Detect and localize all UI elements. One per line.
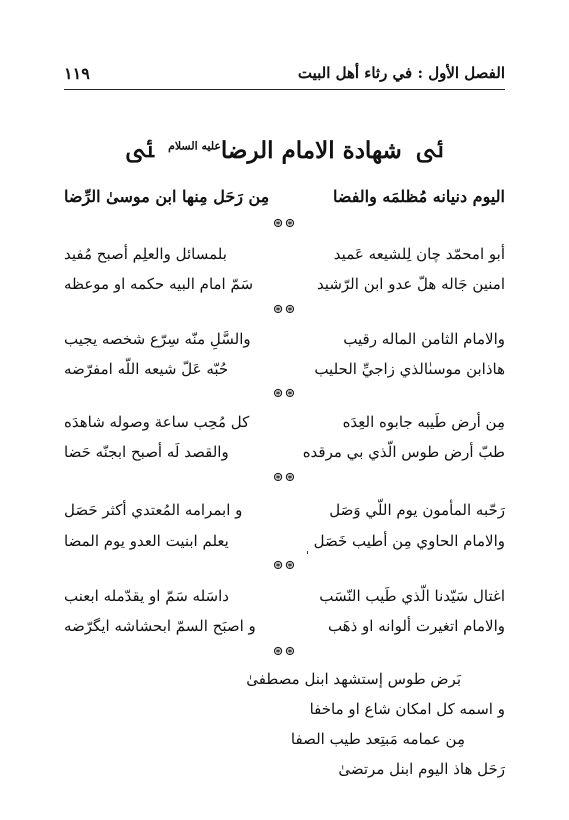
verse-line-3 xyxy=(64,270,505,298)
stanza-separator: ⊛⊛ xyxy=(272,386,297,401)
hemistich-left: كل مُحِب ساعة وصوله شاهدَه xyxy=(64,413,250,431)
hemistich-right: اغتال سَيّدنا الّذي طَيب النّسَب xyxy=(319,587,505,605)
verse-line-7 xyxy=(64,438,505,466)
verse-line-8 xyxy=(64,496,505,524)
stanza-separator: ⊛⊛ xyxy=(272,470,297,485)
hemistich-right: والامام الثامن الماله رقيب xyxy=(343,330,505,348)
stanza-separator: ⊛⊛ xyxy=(272,558,297,573)
verse-line-5 xyxy=(64,355,505,383)
stanza-separator: ⊛⊛ xyxy=(272,302,297,317)
poem-title xyxy=(168,137,402,164)
poem-title-row xyxy=(0,130,569,170)
hemistich-right: اليوم دنيانه مُظلمَه والفضا xyxy=(332,186,505,206)
hemistich-left: و اصبَح السمّ ابحشاشه ايگرّضه xyxy=(64,617,256,635)
poem-title-text: شهادة الامام الرضا xyxy=(220,136,402,164)
verse-line-9 xyxy=(64,527,505,555)
hemistich-right: أبو امحمّد چان لِلشيعه عَميد xyxy=(333,245,505,263)
hemistich-right: امنين جَاله هلّ عدو ابن الرّشيد xyxy=(316,275,505,293)
closing-line-3: مِن عمامه مَبتِعد طيب الصفا xyxy=(290,730,465,748)
verse-line-10 xyxy=(64,582,505,610)
verse-line-2 xyxy=(64,240,505,268)
page-number: ١١٩ xyxy=(64,63,90,83)
hemistich-right: والامام اتغيرت ألوانه او ذهَب xyxy=(327,617,505,635)
hemistich-left: داسَله سَمّ او يقدّمله ابعنب xyxy=(64,587,229,605)
stanza-separator: ⊛⊛ xyxy=(272,216,297,231)
hemistich-left: والسَّلِ منّه سِرّع شخصه يجيب xyxy=(64,330,251,348)
verse-line-11 xyxy=(64,612,505,640)
closing-line-4: رَحَل هاذ اليوم ابنل مرتضىٰ xyxy=(338,760,505,778)
verse-line-6 xyxy=(64,408,505,436)
stanza-separator: ⊛⊛ xyxy=(272,644,297,659)
honorific-mark: عليه السلام xyxy=(168,138,221,152)
stray-mark: ' xyxy=(306,549,310,562)
hemistich-right: رَحّبه المأمون يوم اللّي وَصَل xyxy=(329,501,505,519)
hemistich-right: طبّ أرض طوس الّذي بي مرقده xyxy=(302,443,505,461)
hemistich-left: سَمّ امام البيه حكمه او موعظه xyxy=(64,275,254,293)
hemistich-left: و ابمرامه المُعتدي أكثر حَصَل xyxy=(64,501,243,519)
hemistich-right: هاذابن موسىٰالذي زاجيِّ الحليب xyxy=(314,360,505,378)
hemistich-left: مِن رَحَل مِنها ابن موسىٰ الرِّضا xyxy=(64,186,270,206)
running-header xyxy=(64,60,505,90)
hemistich-left: والقصد لَه أصبح ابجنّه حَضا xyxy=(64,443,229,461)
hemistich-right: مِن أرض طَيبه جابوه العِدَه xyxy=(342,413,505,431)
section-title: الفصل الأول : في رثاء أهل البيت xyxy=(297,64,505,82)
closing-line-2: و اسمه كل امكان شاع او ماخفا xyxy=(309,700,505,718)
hemistich-left: يعلم ابنيت العدو يوم المضا xyxy=(64,532,229,550)
hemistich-right: والامام الحاوي مِن أطيب خَصَل xyxy=(313,532,505,550)
ornament-left-icon: ﯺ xyxy=(125,137,155,163)
verse-line-4 xyxy=(64,325,505,353)
ornament-right-icon: ﯹ xyxy=(415,137,444,163)
hemistich-left: بلمسائل والعلِم أصبح مُفيد xyxy=(64,245,227,263)
hemistich-left: حُبّه عَلّ شيعه اللّه امفرّضه xyxy=(64,360,229,378)
closing-line-1: بَرض طوس إستشهد ابنل مصطفىٰ xyxy=(246,670,461,688)
verse-line-1 xyxy=(64,182,505,210)
